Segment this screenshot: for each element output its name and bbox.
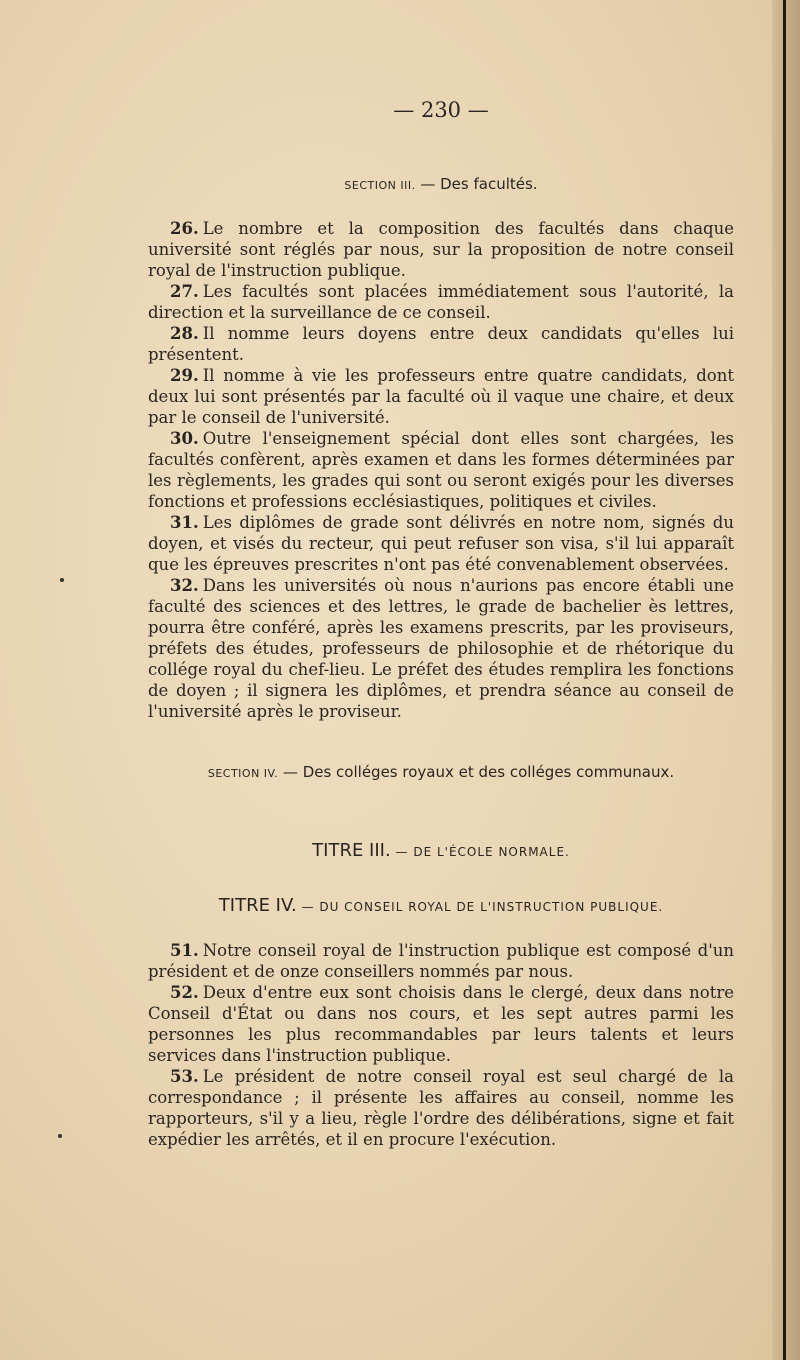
titre-iv-title: — DU CONSEIL ROYAL DE L'INSTRUCTION PUBLIQUE. <box>296 900 664 914</box>
ink-speck <box>60 578 64 582</box>
article-52: 52. Deux d'entre eux sont choisis dans le clergé, deux dans notre Conseil d'État ou dans nos cours, et les sept autres parmi les personnes les plus recommandables par leurs talents et leurs services dans l'instruction publique. <box>148 983 734 1065</box>
article-31: 31. Les diplômes de grade sont délivrés en notre nom, signés du doyen, et visés du recteur, qui peut refuser son visa, s'il lui apparaît que les épreuves prescrites n'ont pas été convenablement observées. <box>148 513 734 574</box>
article-32: 32. Dans les universités où nous n'aurions pas encore établi une faculté des sciences et des lettres, le grade de bachelier ès lettres, pourra être conféré, après les examens prescrits, par les proviseurs, préfets des études, professeurs de philosophie et de rhétorique du collége royal du chef-lieu. Le préfet des études remplira les fonctions de doyen ; il signera les diplômes, et prendra séance au conseil de l'université après le proviseur. <box>148 576 734 721</box>
article-53: 53. Le président de notre conseil royal est seul chargé de la correspondance ; il présente les affaires au conseil, nomme les rapporteurs, s'il y a lieu, règle l'ordre des délibérations, signe et fait expédier les arrêtés, et il en procure l'exécution. <box>148 1067 734 1149</box>
page-edge <box>772 0 800 1360</box>
section-iii-title: — Des facultés. <box>415 175 538 193</box>
articles-section-iii <box>148 218 734 722</box>
titre-iv-heading <box>148 895 734 918</box>
article-28: 28. Il nomme leurs doyens entre deux candidats qu'elles lui présentent. <box>148 324 734 364</box>
article-30: 30. Outre l'enseignement spécial dont elles sont chargées, les facultés confèrent, après examen et dans les formes déterminées par les règlements, les grades qui sont ou seront exigés pour les diverses fonctions et professions ecclésiastiques, politiques et civiles. <box>148 429 734 511</box>
article-27: 27. Les facultés sont placées immédiatement sous l'autorité, la direction et la surveillance de ce conseil. <box>148 282 734 322</box>
section-iii-heading <box>148 174 734 196</box>
article-26: 26. Le nombre et la composition des facultés dans chaque université sont réglés par nous, sur la proposition de notre conseil royal de l'instruction publique. <box>148 219 734 280</box>
titre-iv-label: TITRE IV. <box>218 895 297 916</box>
section-iv-heading <box>148 762 734 784</box>
articles-titre-iv <box>148 940 734 1150</box>
article-29: 29. Il nomme à vie les professeurs entre quatre candidats, dont deux lui sont présentés par la faculté où il vaque une chaire, et deux par le conseil de l'université. <box>148 366 734 427</box>
section-iv-title: — Des colléges royaux et des colléges communaux. <box>278 763 675 781</box>
section-iii-label: SECTION III. <box>344 179 416 192</box>
binding-line <box>783 0 786 1360</box>
article-51: 51. Notre conseil royal de l'instruction publique est composé d'un président et de onze conseillers nommés par nous. <box>148 941 734 981</box>
section-iv-label: SECTION IV. <box>207 767 279 780</box>
titre-iii-title: — DE L'ÉCOLE NORMALE. <box>390 845 570 859</box>
titre-iii-label: TITRE III. <box>312 840 391 861</box>
titre-iii-heading <box>148 840 734 863</box>
ink-speck <box>58 1134 62 1138</box>
page-number: — 230 — <box>393 98 489 122</box>
